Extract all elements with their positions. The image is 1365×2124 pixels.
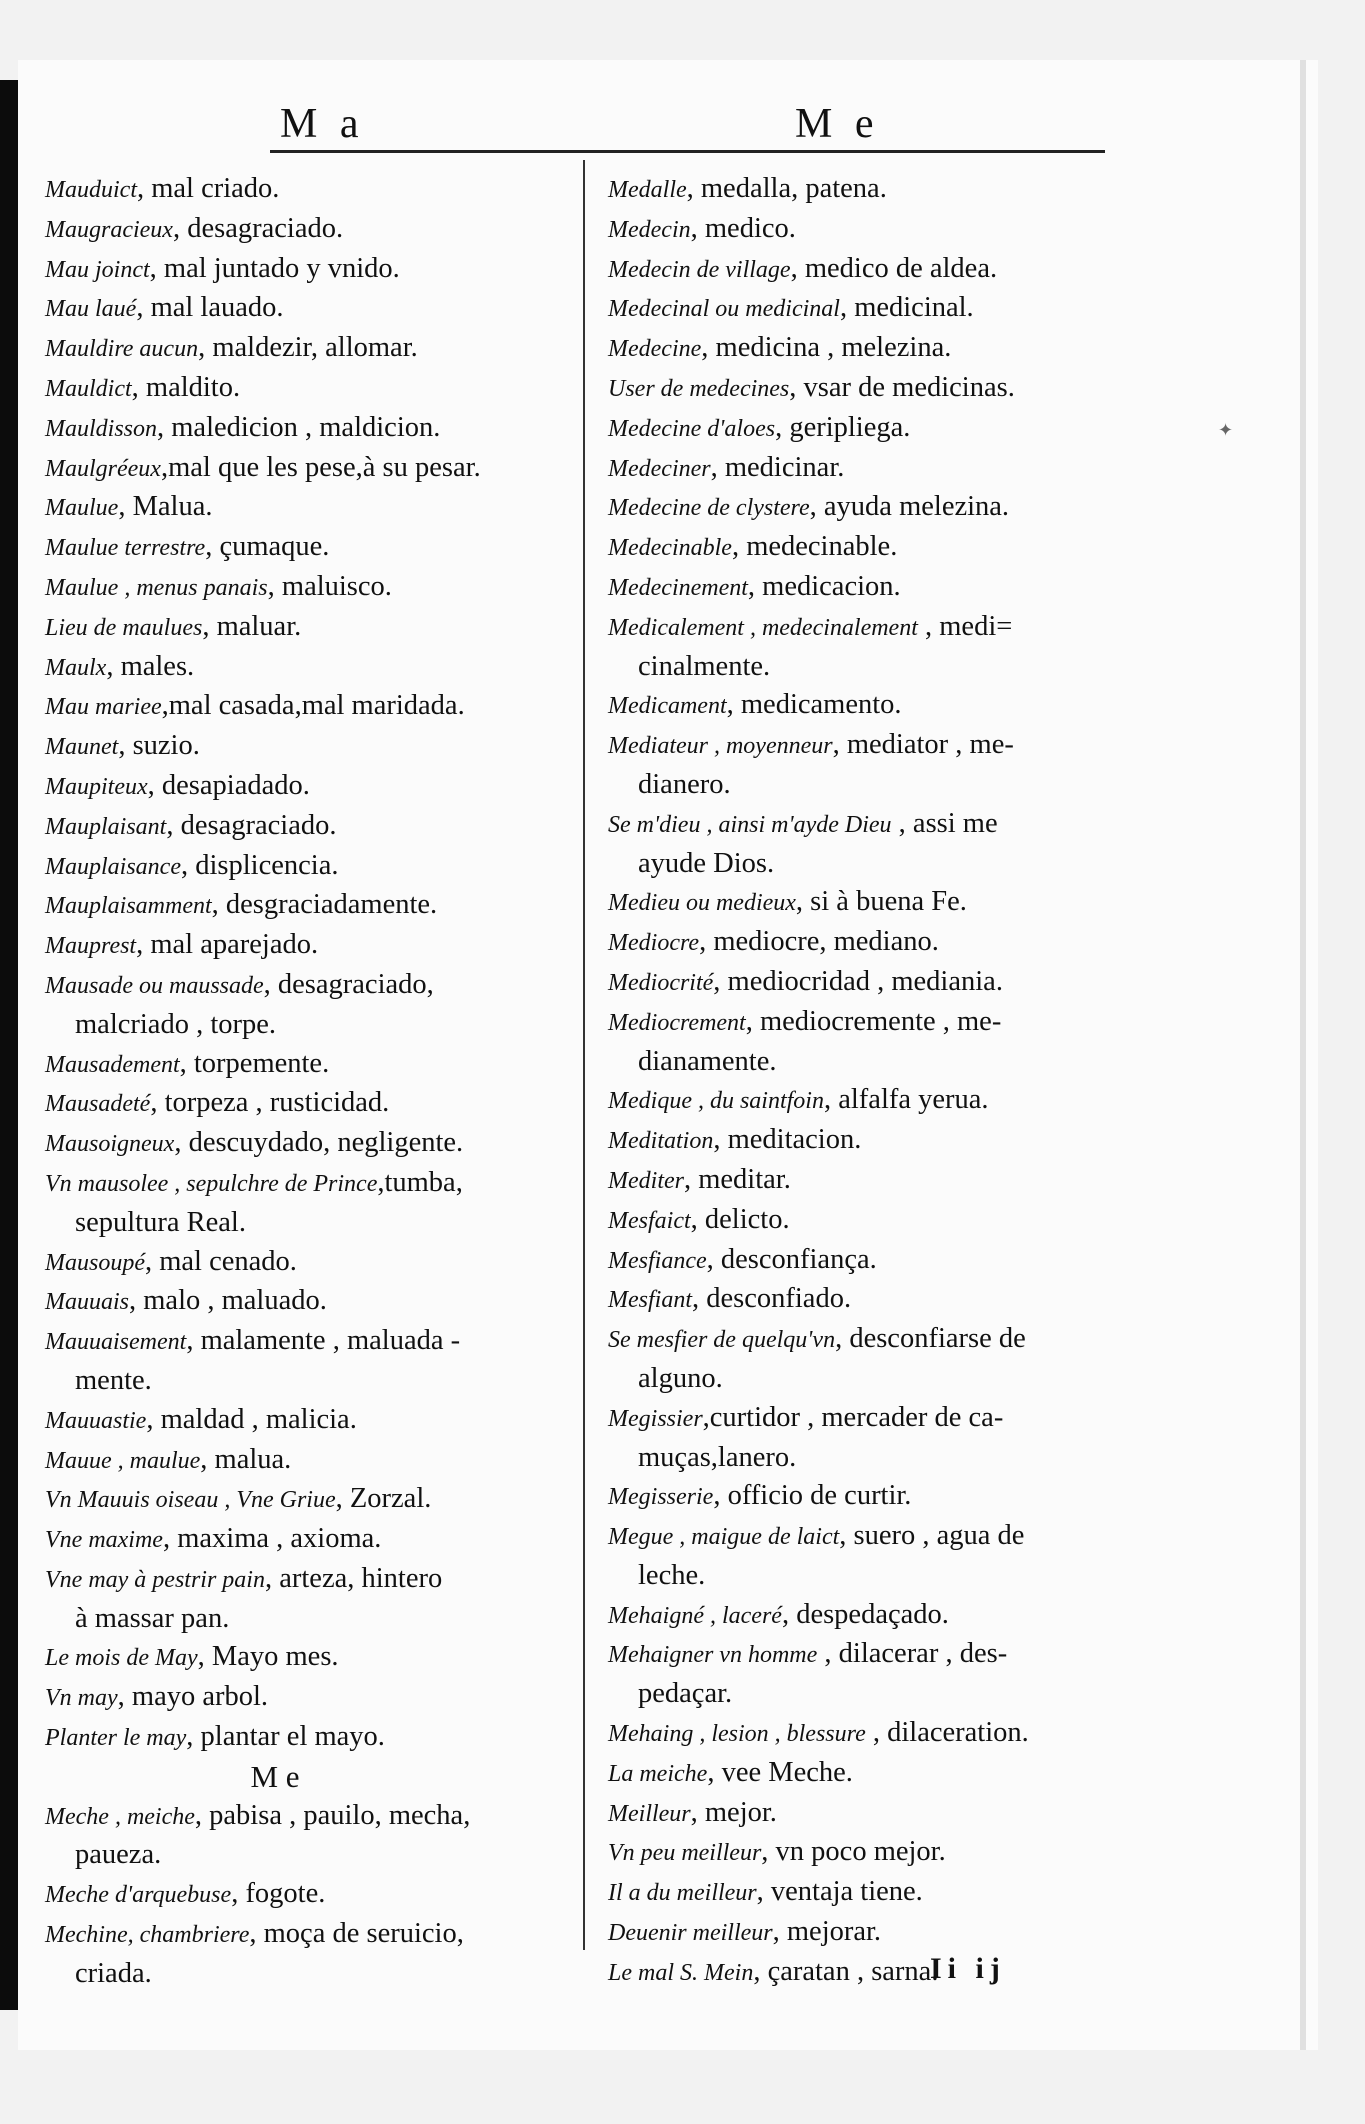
french-term: Vn peu meilleur	[608, 1840, 762, 1867]
dictionary-entry	[608, 726, 1148, 805]
dictionary-entry	[45, 767, 565, 807]
dictionary-entry	[45, 1045, 565, 1085]
french-term: Mauduict	[45, 177, 137, 203]
spanish-translation: , delicto.	[690, 1203, 790, 1235]
dictionary-entry	[45, 1084, 565, 1124]
french-term: Lieu de maulues	[45, 614, 203, 641]
spanish-translation: , si à buena Fe.	[795, 886, 967, 918]
french-term: Medecinal ou medicinal	[608, 296, 840, 323]
dictionary-entry	[45, 648, 565, 688]
spanish-translation: , maldad , malicia.	[146, 1403, 357, 1435]
french-term: Megisserie	[608, 1484, 714, 1511]
french-term: Le mois de May	[45, 1645, 198, 1672]
dictionary-entry	[45, 210, 565, 250]
entry-continuation: paueza.	[75, 1839, 162, 1871]
spanish-translation: , mayo arbol.	[117, 1681, 269, 1713]
spanish-translation: , Malua.	[118, 491, 213, 523]
french-term: Mauplaisant	[45, 813, 167, 840]
french-term: Medecinement	[608, 574, 748, 601]
spanish-translation: , desapiadado.	[147, 769, 310, 801]
french-term: Vne may à pestrir pain	[45, 1566, 265, 1593]
dictionary-entry	[45, 926, 565, 966]
french-term: Vn Mauuis oiseau , Vne Griue	[45, 1487, 336, 1514]
dictionary-entry	[45, 687, 565, 727]
spanish-translation: , desagraciado,	[263, 968, 434, 1000]
spanish-translation: , medicinar.	[710, 451, 845, 483]
spanish-translation: , medicina , melezina.	[701, 332, 952, 364]
french-term: Maulue	[45, 495, 119, 522]
signature-mark: Ii ij	[930, 1952, 1006, 1985]
dictionary-entry	[608, 686, 1148, 726]
spanish-translation: , Mayo mes.	[197, 1641, 339, 1673]
french-term: Maupiteux	[45, 773, 148, 800]
section-heading: M e	[250, 1758, 300, 1794]
entry-continuation: pedaçar.	[638, 1678, 733, 1710]
spanish-translation: , Zorzal.	[335, 1483, 432, 1515]
dictionary-entry	[45, 847, 565, 887]
french-term: Medecine de clystere	[608, 495, 810, 522]
spanish-translation: , dilaceration.	[865, 1717, 1029, 1749]
dictionary-entry	[45, 449, 565, 489]
dictionary-entry	[608, 1201, 1148, 1241]
dictionary-entry	[45, 1322, 565, 1401]
spanish-translation: , medalla, patena.	[686, 173, 887, 204]
dictionary-entry	[45, 807, 565, 847]
spanish-translation: , mal aparejado.	[136, 929, 319, 961]
dictionary-entry	[45, 329, 565, 369]
french-term: Mauldict	[45, 375, 132, 402]
french-term: Medique , du saintfoin	[608, 1088, 824, 1115]
dictionary-entry	[45, 1401, 565, 1441]
french-term: Medieu ou medieux	[608, 890, 796, 917]
spanish-translation: , vee Meche.	[707, 1756, 853, 1788]
dictionary-entry	[608, 1161, 1148, 1201]
dictionary-entry	[608, 210, 1148, 250]
french-term: Se m'dieu , ainsi m'ayde Dieu	[608, 811, 892, 838]
french-term: Medalle	[608, 177, 687, 203]
dictionary-entry	[608, 883, 1148, 923]
left-column	[45, 170, 565, 1994]
spanish-translation: , desagraciado.	[172, 212, 344, 244]
column-divider	[583, 160, 585, 1950]
french-term: Mauuastie	[45, 1407, 147, 1434]
dictionary-entry	[608, 805, 1148, 884]
dictionary-entry	[45, 170, 565, 210]
french-term: Mediocre	[608, 930, 700, 957]
spanish-translation: , alfalfa yerua.	[823, 1084, 989, 1116]
spanish-translation: , displicencia.	[180, 849, 339, 881]
french-term: Mauuais	[45, 1289, 129, 1316]
french-term: Mauplaisamment	[45, 893, 212, 920]
spanish-translation: , mejor.	[690, 1796, 777, 1828]
spanish-translation: , assi me	[891, 807, 998, 839]
entry-continuation: à massar pan.	[75, 1602, 230, 1634]
french-term: Mausoigneux	[45, 1131, 175, 1158]
french-term: Meilleur	[608, 1800, 691, 1827]
french-term: Mau joinct	[45, 256, 150, 283]
dictionary-entry	[608, 1280, 1148, 1320]
entry-continuation: malcriado , torpe.	[75, 1008, 277, 1040]
entry-continuation: dianero.	[638, 768, 731, 800]
dictionary-entry	[608, 1399, 1148, 1478]
dictionary-entry	[608, 923, 1148, 963]
dictionary-entry	[45, 1718, 565, 1758]
dictionary-entry	[608, 608, 1148, 687]
spanish-translation: , medicinal.	[839, 292, 974, 324]
dictionary-entry	[45, 1915, 565, 1994]
french-term: Medecin de village	[608, 256, 791, 283]
spanish-translation: , officio de curtir.	[713, 1480, 912, 1512]
entry-continuation: alguno.	[638, 1362, 723, 1394]
entry-continuation: ayude Dios.	[638, 847, 775, 879]
french-term: Le mal S. Mein	[608, 1959, 754, 1986]
dictionary-entry	[608, 963, 1148, 1003]
french-term: Planter le may	[45, 1725, 187, 1752]
spanish-translation: , dilacerar , des-	[817, 1638, 1008, 1670]
spanish-translation: , desgraciadamente.	[211, 889, 438, 921]
ink-speck: ✦	[1218, 420, 1234, 440]
french-term: Mau mariee	[45, 694, 162, 721]
entry-continuation: mente.	[75, 1364, 152, 1396]
spanish-translation: , mal criado.	[136, 173, 280, 204]
spanish-translation: , mal lauado.	[136, 292, 284, 324]
dictionary-entry	[608, 1635, 1148, 1714]
dictionary-entry	[608, 1714, 1148, 1754]
dictionary-entry	[45, 1480, 565, 1520]
spanish-translation: , malua.	[200, 1443, 292, 1475]
spanish-translation: , ventaja tiene.	[756, 1876, 923, 1908]
spanish-translation: , desconfiarse de	[835, 1323, 1026, 1355]
french-term: Mauplaisance	[45, 853, 181, 880]
dictionary-entry	[608, 1596, 1148, 1636]
spanish-translation: , pabisa , pauilo, mecha,	[194, 1799, 471, 1831]
french-term: User de medecines	[608, 375, 790, 402]
spanish-translation: , plantar el mayo.	[186, 1721, 385, 1753]
spanish-translation: , maldezir, allomar.	[198, 332, 418, 364]
french-term: Mehaigné , laceré	[608, 1602, 782, 1629]
spanish-translation: , despedaçado.	[781, 1598, 949, 1630]
dictionary-entry	[608, 528, 1148, 568]
french-term: Mauldisson	[45, 415, 158, 442]
dictionary-entry	[608, 1241, 1148, 1281]
french-term: Medecine d'aloes	[608, 415, 776, 442]
spanish-translation: ,curtidor , mercader de ca-	[702, 1401, 1004, 1433]
french-term: Maulgréeux	[45, 455, 161, 482]
french-term: Mediter	[608, 1167, 684, 1194]
spanish-translation: , geripliega.	[775, 411, 911, 443]
dictionary-entry	[608, 1477, 1148, 1517]
dictionary-entry	[608, 1953, 1148, 1993]
dictionary-entry	[608, 1320, 1148, 1399]
header-rule	[270, 150, 1105, 153]
spanish-translation: , mediator , me-	[832, 729, 1014, 761]
spanish-translation: ,mal casada,mal maridada.	[161, 690, 465, 722]
french-term: Medecine	[608, 336, 702, 363]
french-term: Mauuaisement	[45, 1329, 187, 1356]
dictionary-entry	[45, 966, 565, 1045]
dictionary-entry	[608, 289, 1148, 329]
french-term: Maulue , menus panais	[45, 574, 268, 601]
spanish-translation: , medecinable.	[731, 531, 898, 563]
french-term: Il a du meilleur	[608, 1880, 757, 1907]
dictionary-entry	[608, 329, 1148, 369]
french-term: Maulx	[45, 654, 107, 681]
french-term: Medecin	[608, 216, 691, 243]
running-header-left: M a	[280, 101, 365, 147]
entry-continuation: dianamente.	[638, 1045, 777, 1077]
french-term: Se mesfier de quelqu'vn	[608, 1327, 836, 1354]
spanish-translation: , mejorar.	[772, 1916, 882, 1948]
dictionary-entry	[45, 1282, 565, 1322]
dictionary-entry	[45, 1560, 565, 1639]
dictionary-entry	[608, 568, 1148, 608]
spanish-translation: , çumaque.	[205, 531, 330, 563]
dictionary-entry	[45, 1243, 565, 1283]
french-term: Megue , maigue de laict	[608, 1524, 840, 1551]
spanish-translation: , desconfiado.	[692, 1283, 852, 1315]
dictionary-entry	[608, 1913, 1148, 1953]
dictionary-entry	[45, 1875, 565, 1915]
spanish-translation: , desagraciado.	[166, 809, 337, 841]
dictionary-entry	[45, 528, 565, 568]
dictionary-entry	[45, 1164, 565, 1243]
spanish-translation: , maledicion , maldicion.	[157, 411, 441, 443]
dictionary-entry	[45, 409, 565, 449]
dictionary-entry	[608, 1121, 1148, 1161]
dictionary-entry	[608, 1754, 1148, 1794]
dictionary-entry	[45, 568, 565, 608]
spanish-translation: , medico.	[690, 212, 796, 244]
french-term: Deuenir meilleur	[608, 1920, 773, 1947]
dictionary-entry	[45, 488, 565, 528]
french-term: Megissier	[608, 1405, 703, 1432]
entry-continuation: muças,lanero.	[638, 1441, 797, 1473]
spanish-translation: , vn poco mejor.	[761, 1836, 946, 1868]
dictionary-entry	[45, 1678, 565, 1718]
spanish-translation: , mediocridad , mediania.	[713, 965, 1003, 997]
french-term: Medeciner	[608, 455, 711, 482]
dictionary-entry	[45, 608, 565, 648]
french-term: Maulue terrestre	[45, 535, 206, 562]
dictionary-entry	[45, 289, 565, 329]
spanish-translation: , medicamento.	[726, 689, 902, 721]
french-term: Mesfiance	[608, 1247, 707, 1274]
french-term: Mau laué	[45, 296, 137, 323]
spanish-translation: , vsar de medicinas.	[789, 371, 1015, 403]
french-term: Mehaigner vn homme	[608, 1642, 818, 1669]
spanish-translation: , maluar.	[202, 610, 302, 642]
french-term: Mauue , maulue	[45, 1447, 201, 1474]
french-term: Medecinable	[608, 535, 732, 562]
dictionary-entry	[608, 1833, 1148, 1873]
spanish-translation: , çaratan , sarna.	[753, 1955, 939, 1987]
spanish-translation: , malo , maluado.	[129, 1285, 327, 1317]
french-term: Mechine, chambriere	[45, 1922, 250, 1949]
dictionary-entry	[45, 886, 565, 926]
spanish-translation: , maxima , axioma.	[162, 1523, 382, 1555]
french-term: Meditation	[608, 1128, 714, 1155]
dictionary-entry	[608, 1081, 1148, 1121]
dictionary-entry	[608, 1517, 1148, 1596]
dictionary-entry	[45, 1520, 565, 1560]
french-term: Mesfaict	[608, 1207, 691, 1234]
spanish-translation: , meditacion.	[713, 1124, 862, 1156]
spanish-translation: , medico de aldea.	[790, 252, 998, 284]
french-term: Medicalement , medecinalement	[608, 614, 918, 641]
page-edge	[1300, 60, 1306, 2050]
spanish-translation: , torpeza , rusticidad.	[150, 1087, 390, 1119]
french-term: Mehaing , lesion , blessure	[608, 1721, 866, 1748]
dictionary-entry	[45, 727, 565, 767]
french-term: Meche , meiche	[45, 1803, 195, 1830]
spanish-translation: , suzio.	[118, 730, 200, 762]
spanish-translation: , maluisco.	[267, 570, 392, 602]
french-term: Vn mausolee , sepulchre de Prince	[45, 1170, 378, 1197]
french-term: Mediocrement	[608, 1009, 746, 1036]
running-header-right: M e	[795, 101, 880, 147]
spanish-translation: ,mal que les pese,à su pesar.	[160, 451, 481, 483]
dictionary-entry	[608, 1003, 1148, 1082]
dictionary-entry	[608, 1873, 1148, 1913]
entry-continuation: cinalmente.	[638, 650, 771, 682]
french-term: Vn may	[45, 1685, 118, 1712]
dictionary-entry	[45, 1638, 565, 1678]
spanish-translation: , moça de seruicio,	[249, 1918, 464, 1950]
spanish-translation: , mediocre, mediano.	[699, 926, 939, 958]
spanish-translation: , suero , agua de	[839, 1520, 1025, 1552]
dictionary-entry	[608, 369, 1148, 409]
french-term: Vne maxime	[45, 1527, 163, 1554]
french-term: Mauldire aucun	[45, 336, 199, 363]
spanish-translation: ,tumba,	[377, 1166, 463, 1198]
french-term: Mediocrité	[608, 969, 714, 996]
french-term: Mediateur , moyenneur	[608, 733, 833, 760]
spanish-translation: , torpemente.	[179, 1047, 330, 1079]
entry-continuation: leche.	[638, 1559, 706, 1591]
french-term: Meche d'arquebuse	[45, 1882, 232, 1909]
french-term: Mesfiant	[608, 1287, 692, 1314]
dictionary-entry	[45, 250, 565, 290]
dictionary-entry	[608, 449, 1148, 489]
spanish-translation: , mediocremente , me-	[745, 1005, 1002, 1037]
french-term: Mauprest	[45, 933, 137, 960]
entry-continuation: sepultura Real.	[75, 1206, 246, 1238]
spanish-translation: , medicacion.	[747, 570, 901, 602]
spanish-translation: , arteza, hintero	[264, 1562, 443, 1594]
dictionary-entry	[45, 1441, 565, 1481]
entry-continuation: criada.	[75, 1957, 152, 1989]
spanish-translation: , maldito.	[131, 371, 241, 403]
dictionary-entry	[608, 409, 1148, 449]
dictionary-entry	[608, 250, 1148, 290]
french-term: Mausade ou maussade	[45, 972, 264, 999]
spanish-translation: , descuydado, negligente.	[174, 1127, 464, 1159]
dictionary-entry	[45, 1797, 565, 1876]
dictionary-entry	[608, 1794, 1148, 1834]
french-term: Mausoupé	[45, 1249, 145, 1276]
spanish-translation: , malamente , maluada -	[186, 1325, 461, 1357]
right-column	[608, 170, 1148, 1993]
dictionary-entry	[608, 488, 1148, 528]
spanish-translation: , medi=	[917, 610, 1013, 642]
spanish-translation: , males.	[106, 650, 195, 682]
spanish-translation: , desconfiança.	[706, 1243, 877, 1275]
dictionary-entry	[608, 170, 1148, 210]
french-term: Maugracieux	[45, 216, 173, 243]
spanish-translation: , mal juntado y vnido.	[149, 252, 400, 284]
french-term: Mausadement	[45, 1051, 180, 1078]
french-term: Maunet	[45, 734, 119, 761]
french-term: Medicament	[608, 693, 727, 720]
french-term: La meiche	[608, 1760, 708, 1787]
spanish-translation: , meditar.	[683, 1163, 791, 1195]
dictionary-entry	[45, 1124, 565, 1164]
spanish-translation: , fogote.	[231, 1878, 326, 1910]
spanish-translation: , ayuda melezina.	[809, 491, 1010, 523]
french-term: Mausadeté	[45, 1091, 151, 1118]
dictionary-entry	[45, 369, 565, 409]
spanish-translation: , mal cenado.	[144, 1245, 297, 1277]
